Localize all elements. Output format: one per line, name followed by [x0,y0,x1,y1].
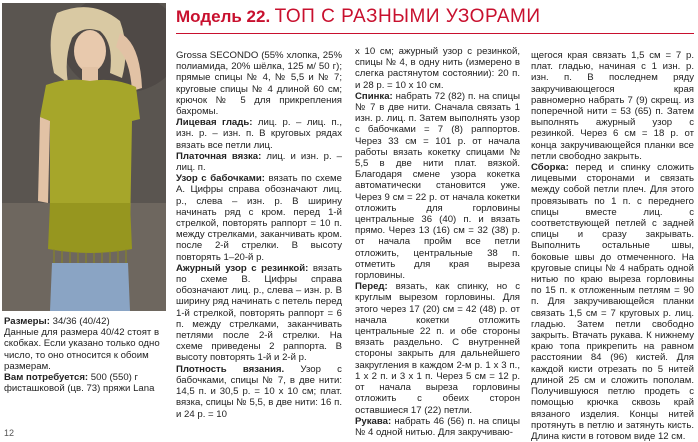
sizes-paragraph [4,316,166,327]
front-label: Перед: [355,281,388,293]
title-text: ТОП С РАЗНЫМИ УЗОРАМИ [274,6,541,27]
gauge-paragraph [176,364,342,420]
lace-rib-text: вязать по схеме В. Цифры справа обозначают лиц. р., слева – изн. р. В ширину ряд начинать с петель перед 1-й стрелкой, повторять раппорт = 6 п. между стрелками, заканчивать петлями после 2-й стрелки. На схеме приведены 2 раппорта. В высоту повторять 1-й и 2-й р. [176,262,343,364]
sleeves-paragraph [355,416,520,438]
stockinette-paragraph [176,117,342,151]
page-number: 12 [4,428,15,438]
sleeves-continued: щегося края связать 1,5 см = 7 р. плат. гладью, начиная с 1 изн. р. изн. п. В последнем ряду закручивающегося края равномерно набрать 7 (9) скрещ. из поперечной нити = 53 (65) п. Затем выполнять ажурный узор с резинкой. Через 6 см = 18 р. от конца закручивающейся планки все петли свободно закрыть. [531,50,694,162]
gauge-continued: х 10 см; ажурный узор с резинкой, спицы № 4, в одну нить (измерено в слегка растянутом состоянии): 20 п. и 28 р. = 10 х 10 см. [355,46,520,91]
text-column-2 [355,46,520,438]
sizes-block [4,316,166,394]
stockinette-text: лиц. р. – лиц. п., изн. р. – изн. п. В круговых рядах вязать все петли лиц. [176,117,342,151]
sizes-label: Размеры: [4,316,50,327]
gauge-text: Узор с бабочками, спицы № 7, в две нити: 14,5 п. и 30,5 р. = 10 х 10 см; плат. вязка, спицы № 5,5, в две нити: 16 п. и 24 р. = 10 [176,363,342,420]
title-divider [176,33,694,34]
garter-paragraph [176,151,342,173]
need-label: Вам потребуется: [4,372,89,384]
lace-rib-paragraph [176,263,342,364]
text-column-3 [531,50,694,442]
sleeves-label: Рукава: [355,415,392,427]
model-photo [2,3,166,311]
back-text: набрать 72 (82) п. на спицы № 7 в две нити. Сначала связать 1 изн. р. лиц. п. Затем выполнять узор с бабочками = 7 (8) раппортов. Через 33 см = 101 р. от начала работы вязать кокетку спицами № 5,5 в две нити плат. вязкой. Благодаря смене узора кокетка автоматически становится уже. Через 9 см = 22 р. от начала кокетки отложить для горловины центральные 36 (40) п. и вязать прямо. Через 13 (16) см = 32 (38) р. от начала пройм все петли отложить, центральные 38 п. отметить для края выреза горловины. [355,90,520,282]
need-paragraph [4,372,166,394]
front-paragraph [355,281,520,415]
sizes-text: Данные для размера 40/42 стоят в скобках. Если указано только одно число, то оно относится к обоим размерам. [4,327,160,372]
sleeves-text: набрать 46 (56) п. на спицы № 4 одной нитью. Для закручиваю- [355,415,520,438]
page-title [176,6,541,28]
photo-illustration [2,3,166,311]
garter-label: Платочная вязка: [176,150,262,162]
assembly-text: перед и спинку сложить лицевыми сторонами и связать между собой петли плеч. Для этого провязывать по 1 п. с переднего спицы вместе лиц. с соответствующей петлей с задней спицы и сразу закрывать. Выполнить остальные швы, боковые швы до отмеченного. На круговые спицы № 4 набрать одной нитью по краю выреза горловины по 15 п. к отложенным петлям = 90 п. Для закручивающейся планки связать 1,5 см = 7 круговых р. лиц. гладью. Затем петли свободно закрыть. Втачать рукава. К нижнему краю топа прикрепить на равном расстоянии 84 (96) кистей. Для каждой кисти отрезать по 5 нитей длиной 25 см и сложить пополам. Получившуюся петлю продеть с помощью крючка сквозь край вязаного изделия. Концы нитей протянуть в петлю и затянуть кисть. Длина кисти в готовом виде 12 см. [531,162,694,442]
assembly-paragraph [531,162,694,442]
materials-paragraph: Grossa SECONDO (55% хлопка, 25% полиамида, 20% шёлка, 125 м/ 50 г); прямые спицы № 4, № 5,5 и № 7; круговые спицы № 4 длиной 60 см; крючок № 5 для прикрепления бахромы. [176,50,342,118]
back-paragraph [355,91,520,281]
text-column-1 [176,50,342,420]
assembly-label: Сборка: [531,162,569,174]
gauge-label: Плотность вязания. [176,363,285,375]
garter-text: лиц. и изн. р. – лиц. п. [176,150,342,174]
model-number: Модель 22. [176,7,271,26]
butterfly-paragraph [176,173,342,263]
lace-rib-label: Ажурный узор с резинкой: [176,262,309,274]
back-label: Спинка: [355,90,393,102]
butterfly-label: Узор с бабочками: [176,173,265,185]
sizes-value: 34/36 (40/42) [49,316,110,327]
stockinette-label: Лицевая гладь: [176,117,253,129]
need-text: 500 (550) г фисташковой (цв. 73) пряжи Lana [4,372,155,395]
front-text: вязать, как спинку, но с круглым вырезом горловины. Для этого через 17 (20) см = 42 (48) р. от начала кокетки отложить центральные 22 п. и обе стороны вязать раздельно. С внутренней стороны закрыть для дальнейшего закругления в каждом 2-м р. 1 х 3 п., 1 х 2 п. и 3 х 1 п. Через 5 см = 12 р. от начала выреза горловины отложить с обеих сторон оставшиеся 17 (22) петли. [355,281,520,416]
butterfly-text: вязать по схеме А. Цифры справа обозначают лиц. р., слева – изн. р. В ширину начинать ряд с кром. перед 1-й стрелкой, повторять раппорт = 10 п. между стрелками, заканчивать кром. после 2-й стрелки. В высоту повторять 1–20-й р. [176,173,342,263]
